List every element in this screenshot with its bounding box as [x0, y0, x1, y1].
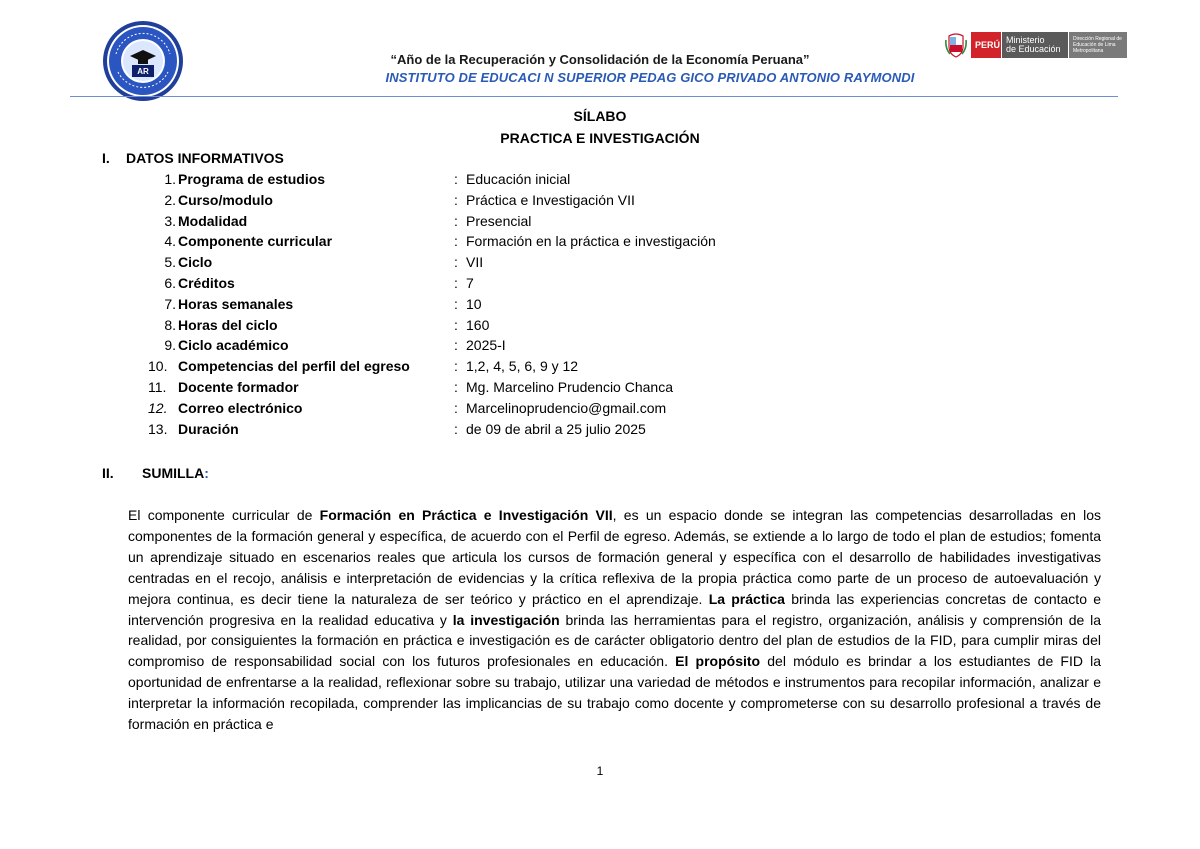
info-row-label: Programa de estudios — [178, 171, 326, 187]
info-row-label: Horas del ciclo — [178, 316, 278, 333]
peru-coat-of-arms-icon — [945, 32, 967, 58]
info-row-separator: : — [454, 358, 458, 375]
info-row-number: 8. — [164, 316, 176, 333]
header-divider — [70, 96, 1118, 97]
summary-emphasis: la investigación — [452, 611, 560, 628]
info-row-separator: : — [454, 378, 458, 395]
info-row-separator: : — [454, 274, 458, 291]
info-row-value: de 09 de abril a 25 julio 2025 — [466, 420, 646, 437]
info-row-value: 10 — [466, 295, 482, 312]
info-row-separator: : — [454, 254, 458, 271]
info-row-label: Competencias del perfil del egreso — [178, 358, 410, 375]
info-row-label: Ciclo académico — [178, 337, 289, 354]
section-1-number: I. — [102, 150, 110, 166]
section-1-heading — [102, 150, 284, 166]
document-subtitle: PRACTICA E INVESTIGACIÓN — [500, 130, 700, 146]
government-branding — [945, 31, 1127, 59]
gov-ministry-label — [1002, 32, 1068, 58]
info-row-separator: : — [454, 171, 458, 187]
info-row-number: 9. — [164, 337, 176, 354]
gov-peru-label: PERÚ — [971, 32, 1001, 58]
info-row-separator: : — [454, 420, 458, 437]
info-row-number: 2. — [164, 191, 176, 208]
summary-text: brinda las herramientas para el registro, organización, análisis y comprensión de la realidad, por consiguientes la formación en práctica e investigación es de carácter obligatorio dentro del plan de estudios de la FID, para cumplir miras del compromiso de responsabilidad social con los futuros profesionales en educación. — [128, 611, 1101, 670]
summary-emphasis: Formación en Práctica e Investigación VII — [319, 507, 613, 523]
info-row-number: 11. — [148, 378, 167, 395]
info-row-number: 13. — [148, 420, 168, 437]
info-row-label: Duración — [178, 420, 239, 437]
info-row-label: Docente formador — [178, 378, 299, 395]
info-row-separator: : — [454, 295, 458, 312]
summary-emphasis: La práctica — [708, 590, 785, 607]
section-2-number: II. — [102, 465, 114, 481]
info-row-label: Componente curricular — [178, 233, 333, 250]
info-row-value: 160 — [466, 316, 490, 333]
info-row-value: Práctica e Investigación VII — [466, 191, 635, 208]
header-motto: “Año de la Recuperación y Consolidación de la Economía Peruana” — [390, 52, 810, 67]
info-row-number: 1. — [164, 171, 176, 187]
info-row-value: Formación en la práctica e investigación — [466, 233, 716, 250]
info-row-label: Modalidad — [178, 212, 248, 229]
header-institute-name: INSTITUTO DE EDUCACI N SUPERIOR PEDAG GICO PRIVADO ANTONIO RAYMONDI — [385, 70, 915, 85]
info-row-separator: : — [454, 337, 458, 354]
section-1-title: DATOS INFORMATIVOS — [126, 150, 284, 166]
info-row-value: 1,2, 4, 5, 6, 9 y 12 — [466, 358, 579, 375]
summary-text: del módulo es brindar a los estudiantes de FID la oportunidad de enfrentarse a la realidad, reflexionar sobre su trabajo, utilizar una variedad de métodos e instrumentos para recopilar información, analizar e interpretar la información recopilada, comprender las implicancias de su trabajo como docente y comprometerse con su desarrollo profesional a través de formación en práctica e — [128, 653, 1102, 733]
summary-emphasis: El propósito — [675, 653, 761, 670]
info-row-number: 3. — [164, 212, 176, 229]
info-row-label: Ciclo — [178, 254, 213, 271]
section-2-title: SUMILLA — [142, 465, 205, 481]
section-2-heading — [102, 465, 209, 481]
info-row-separator: : — [454, 191, 458, 208]
info-row-label: Correo electrónico — [178, 399, 303, 416]
info-row-label: Curso/modulo — [178, 191, 273, 208]
info-row-number: 10. — [148, 358, 168, 375]
info-row-label: Horas semanales — [178, 295, 294, 312]
info-row-separator: : — [454, 233, 458, 250]
summary-text: , es un espacio donde se integran las competencias desarrolladas en los componentes de la formación general y específica, de acuerdo con el Perfil de egreso. Además, se extiende a lo largo de todo el plan de estudios; fomenta un aprendizaje situado en escenarios reales que articula los cursos de formación general y específica con el desarrollo de habilidades investigativas centradas en el recojo, análisis e interpretación de evidencias y la crítica reflexiva de la propia práctica como parte de un proceso de autoevaluación y mejora continua, es decir tiene la naturaleza de ser teórico y práctico en el aprendizaje. — [128, 507, 1101, 607]
info-row-value: Mg. Marcelino Prudencio Chanca — [466, 378, 673, 395]
info-row-value: Presencial — [466, 212, 532, 229]
info-row-number: 12. — [148, 399, 168, 416]
gov-ministry-line2: de Educación — [1006, 44, 1061, 54]
summary-text: El componente curricular de — [128, 507, 320, 523]
info-row-separator: : — [454, 212, 458, 229]
info-row-value: VII — [466, 254, 484, 271]
page-number: 1 — [596, 764, 604, 778]
info-row-number: 5. — [164, 254, 176, 271]
info-row-separator: : — [454, 399, 458, 416]
summary-paragraph — [128, 505, 1101, 735]
info-row-value: Educación inicial — [466, 171, 571, 187]
info-row-label: Créditos — [178, 274, 235, 291]
info-row-separator: : — [454, 316, 458, 333]
gov-direction-label: Dirección Regional de Educación de Lima Metropolitana — [1069, 32, 1127, 58]
summary-text: brinda las experiencias concretas de contacto e intervención progresiva en la realidad educativa y — [128, 590, 1101, 628]
section-2-colon: : — [204, 465, 209, 481]
info-row-value: Marcelinoprudencio@gmail.com — [466, 399, 667, 416]
info-row-number: 6. — [164, 274, 176, 291]
svg-text:AR: AR — [137, 67, 149, 76]
info-row-value: 7 — [466, 274, 474, 291]
info-row-number: 7. — [164, 295, 176, 312]
info-row-number: 4. — [164, 233, 176, 250]
gov-ministry-line1: Ministerio — [1006, 35, 1045, 45]
document-title: SÍLABO — [573, 108, 627, 124]
info-row-value: 2025-I — [466, 337, 506, 354]
